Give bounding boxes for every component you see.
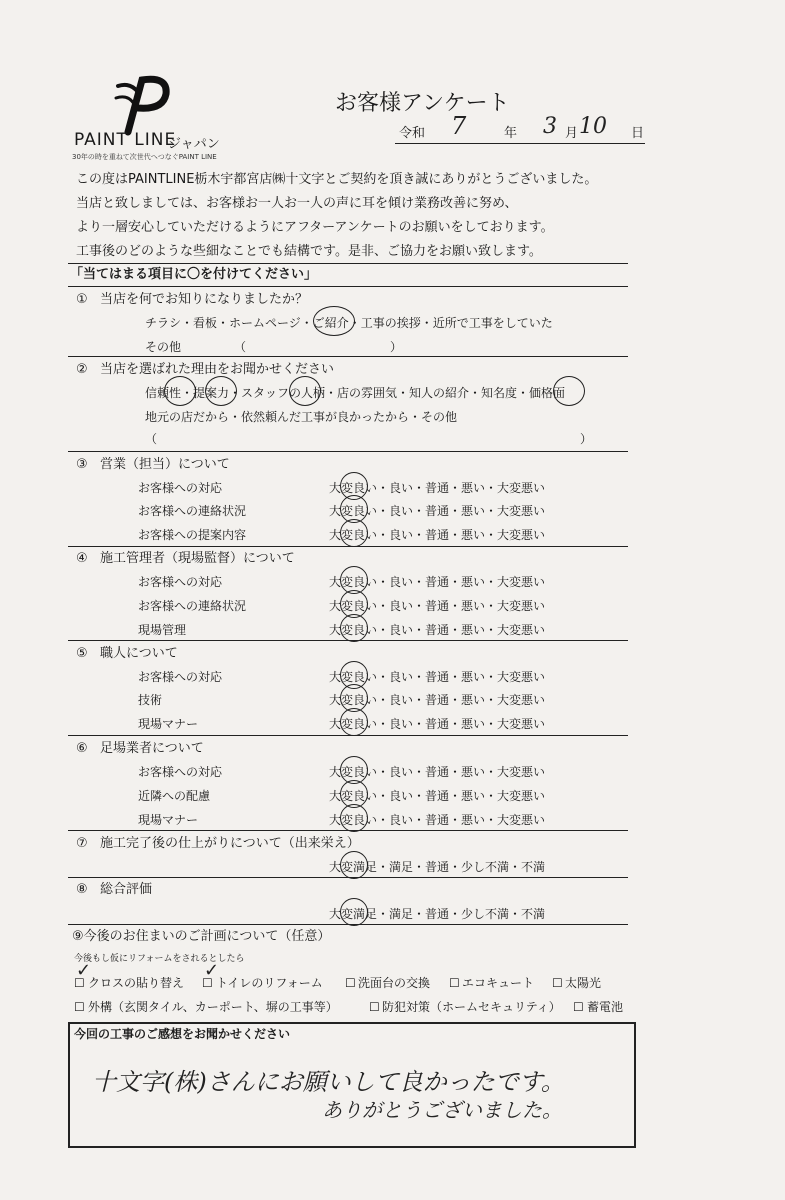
q3-scale-3: 大変良い・良い・普通・悪い・大変悪い	[329, 528, 546, 542]
divider	[68, 451, 628, 452]
comment-heading: 今回の工事のご感想をお聞かせください	[74, 1027, 291, 1041]
q9-option-5: 太陽光	[565, 976, 602, 990]
q9-checkbox-3: ☐	[345, 976, 356, 990]
q5-label: 職人について	[100, 646, 178, 661]
q2-answer-circle-3	[289, 376, 321, 406]
q9-checkbox-5: ☐	[552, 976, 563, 990]
logo-name: PAINT LINE	[74, 130, 177, 150]
q9-checkbox-1: ☐	[74, 976, 85, 990]
divider	[68, 877, 628, 878]
intro-line-3: より一層安心していただけるようにアフターアンケートのお願いをしております。	[76, 220, 554, 235]
q7-num: ⑦	[76, 836, 88, 851]
q5-scale-3: 大変良い・良い・普通・悪い・大変悪い	[329, 717, 546, 731]
q6-scale-1: 大変良い・良い・普通・悪い・大変悪い	[329, 765, 546, 779]
q3-item-3: お客様への提案内容	[138, 528, 247, 542]
q5-scale-1: 大変良い・良い・普通・悪い・大変悪い	[329, 670, 546, 684]
q9-option-7: 防犯対策（ホームセキュリティ）	[382, 1000, 561, 1014]
q2-other-open: （	[145, 432, 158, 446]
q4-item-1: お客様への対応	[138, 575, 223, 589]
q1-label: 当店を何でお知りになりましたか？	[100, 292, 309, 307]
divider	[68, 546, 628, 547]
q4-label: 施工管理者（現場監督）について	[100, 551, 295, 566]
q2-options-2: 地元の店だから・依然頼んだ工事が良かったから・その他	[145, 410, 458, 424]
q3-label: 営業（担当）について	[100, 457, 230, 472]
q3-answer-circle-3	[340, 519, 368, 547]
q6-item-2: 近隣への配慮	[138, 789, 211, 803]
q4-scale-3: 大変良い・良い・普通・悪い・大変悪い	[329, 623, 546, 637]
q9-checkbox-6: ☐	[74, 1000, 85, 1014]
q4-num: ④	[76, 551, 88, 566]
q8-num: ⑧	[76, 882, 88, 897]
intro-line-1: この度はPAINTLINE栃木宇都宮店㈱十文字とご契約を頂き誠にありがとうございました。	[76, 172, 598, 187]
page-title: お客様アンケート	[335, 91, 510, 116]
divider	[68, 640, 628, 641]
instruction: 「当てはまる項目に〇を付けてください」	[70, 267, 318, 282]
q8-label: 総合評価	[100, 882, 153, 897]
comment-line-1: 十文字(株)さんにお願いして良かったです。	[92, 1068, 565, 1096]
q1-other-close: ）	[390, 340, 403, 354]
date-era: 令和	[399, 126, 426, 141]
q3-item-1: お客様への対応	[138, 481, 223, 495]
q6-item-1: お客様への対応	[138, 765, 223, 779]
date-day-label: 日	[631, 126, 645, 141]
q3-item-2: お客様への連絡状況	[138, 504, 247, 518]
q4-item-2: お客様への連絡状況	[138, 599, 247, 613]
q7-label: 施工完了後の仕上がりについて（出来栄え）	[100, 836, 360, 851]
q7-scale: 大変満足・満足・普通・少し不満・不満	[329, 860, 546, 874]
q5-item-1: お客様への対応	[138, 670, 223, 684]
q2-label: 当店を選ばれた理由をお聞かせください	[100, 362, 335, 377]
q1-other-open: （	[234, 340, 247, 354]
q8-answer-circle	[340, 898, 368, 926]
q2-answer-circle-4	[553, 376, 585, 406]
q3-scale-1: 大変良い・良い・普通・悪い・大変悪い	[329, 481, 546, 495]
q9-checkmark-2: ✓	[204, 960, 220, 981]
date-underline	[395, 143, 645, 144]
q4-scale-2: 大変良い・良い・普通・悪い・大変悪い	[329, 599, 546, 613]
q9-checkbox-2: ☐	[202, 976, 213, 990]
q2-answer-circle-1	[164, 376, 196, 406]
q3-scale-2: 大変良い・良い・普通・悪い・大変悪い	[329, 504, 546, 518]
date-day-value: 10	[579, 114, 607, 139]
q8-scale: 大変満足・満足・普通・少し不満・不満	[329, 907, 546, 921]
q1-answer-circle	[313, 306, 355, 336]
q9-option-4: エコキュート	[462, 976, 535, 990]
divider	[68, 356, 628, 357]
q9-option-1: クロスの貼り替え	[88, 976, 185, 990]
q9-option-2: トイレのリフォーム	[216, 976, 323, 990]
intro-line-4: 工事後のどのような些細なことでも結構です。是非、ご協力をお願い致します。	[76, 244, 542, 259]
q1-other-label: その他	[145, 340, 182, 354]
q9-checkmark-1: ✓	[76, 960, 92, 981]
q4-item-3: 現場管理	[138, 623, 187, 637]
divider	[68, 263, 628, 264]
q6-label: 足場業者について	[100, 741, 204, 756]
q9-checkbox-4: ☐	[449, 976, 460, 990]
q4-answer-circle-3	[340, 614, 368, 642]
q9-subtitle: 今後もし仮にリフォームをされるとしたら	[74, 954, 245, 964]
logo-tagline: 30年の時を重ねて次世代へつなぐPAINT LINE	[72, 153, 217, 161]
q9-checkbox-7: ☐	[369, 1000, 380, 1014]
q6-scale-2: 大変良い・良い・普通・悪い・大変悪い	[329, 789, 546, 803]
divider	[68, 830, 628, 831]
date-month-label: 月	[565, 126, 579, 141]
logo-suffix: ジャパン	[168, 137, 220, 152]
date-month-value: 3	[543, 114, 557, 139]
q1-options: チラシ・看板・ホームページ・ご紹介・工事の挨拶・近所で工事をしていた	[145, 316, 553, 330]
q2-answer-circle-2	[205, 376, 237, 406]
q4-scale-1: 大変良い・良い・普通・悪い・大変悪い	[329, 575, 546, 589]
q9-option-6: 外構（玄関タイル、カーポート、塀の工事等）	[88, 1000, 338, 1014]
divider	[68, 286, 628, 287]
q3-num: ③	[76, 457, 88, 472]
q5-num: ⑤	[76, 646, 88, 661]
q9-option-8: 蓄電池	[587, 1000, 624, 1014]
q1-num: ①	[76, 292, 88, 307]
q9-option-3: 洗面台の交換	[358, 976, 431, 990]
q6-num: ⑥	[76, 741, 88, 756]
q5-item-3: 現場マナー	[138, 717, 199, 731]
q5-answer-circle-3	[340, 708, 368, 736]
date-year-label: 年	[504, 126, 518, 141]
comment-line-2: ありがとうございました。	[322, 1098, 562, 1122]
q6-answer-circle-3	[340, 804, 368, 832]
q5-scale-2: 大変良い・良い・普通・悪い・大変悪い	[329, 693, 546, 707]
date-year-value: 7	[451, 112, 467, 140]
q2-other-close: ）	[580, 432, 593, 446]
paint-line-logo-icon	[108, 72, 178, 136]
q9-checkbox-8: ☐	[573, 1000, 584, 1014]
q5-item-2: 技術	[138, 693, 163, 707]
q2-options-1: 信頼性・提案力・スタッフの人柄・店の雰囲気・知人の紹介・知名度・価格面	[145, 386, 566, 400]
divider	[68, 735, 628, 736]
q9-label: ⑨今後のお住まいのご計画について（任意）	[72, 929, 331, 944]
q6-item-3: 現場マナー	[138, 813, 199, 827]
divider	[68, 924, 628, 925]
intro-line-2: 当店と致しましては、お客様お一人お一人の声に耳を傾け業務改善に努め、	[76, 196, 518, 211]
q2-num: ②	[76, 362, 88, 377]
q6-scale-3: 大変良い・良い・普通・悪い・大変悪い	[329, 813, 546, 827]
q7-answer-circle	[340, 851, 368, 879]
